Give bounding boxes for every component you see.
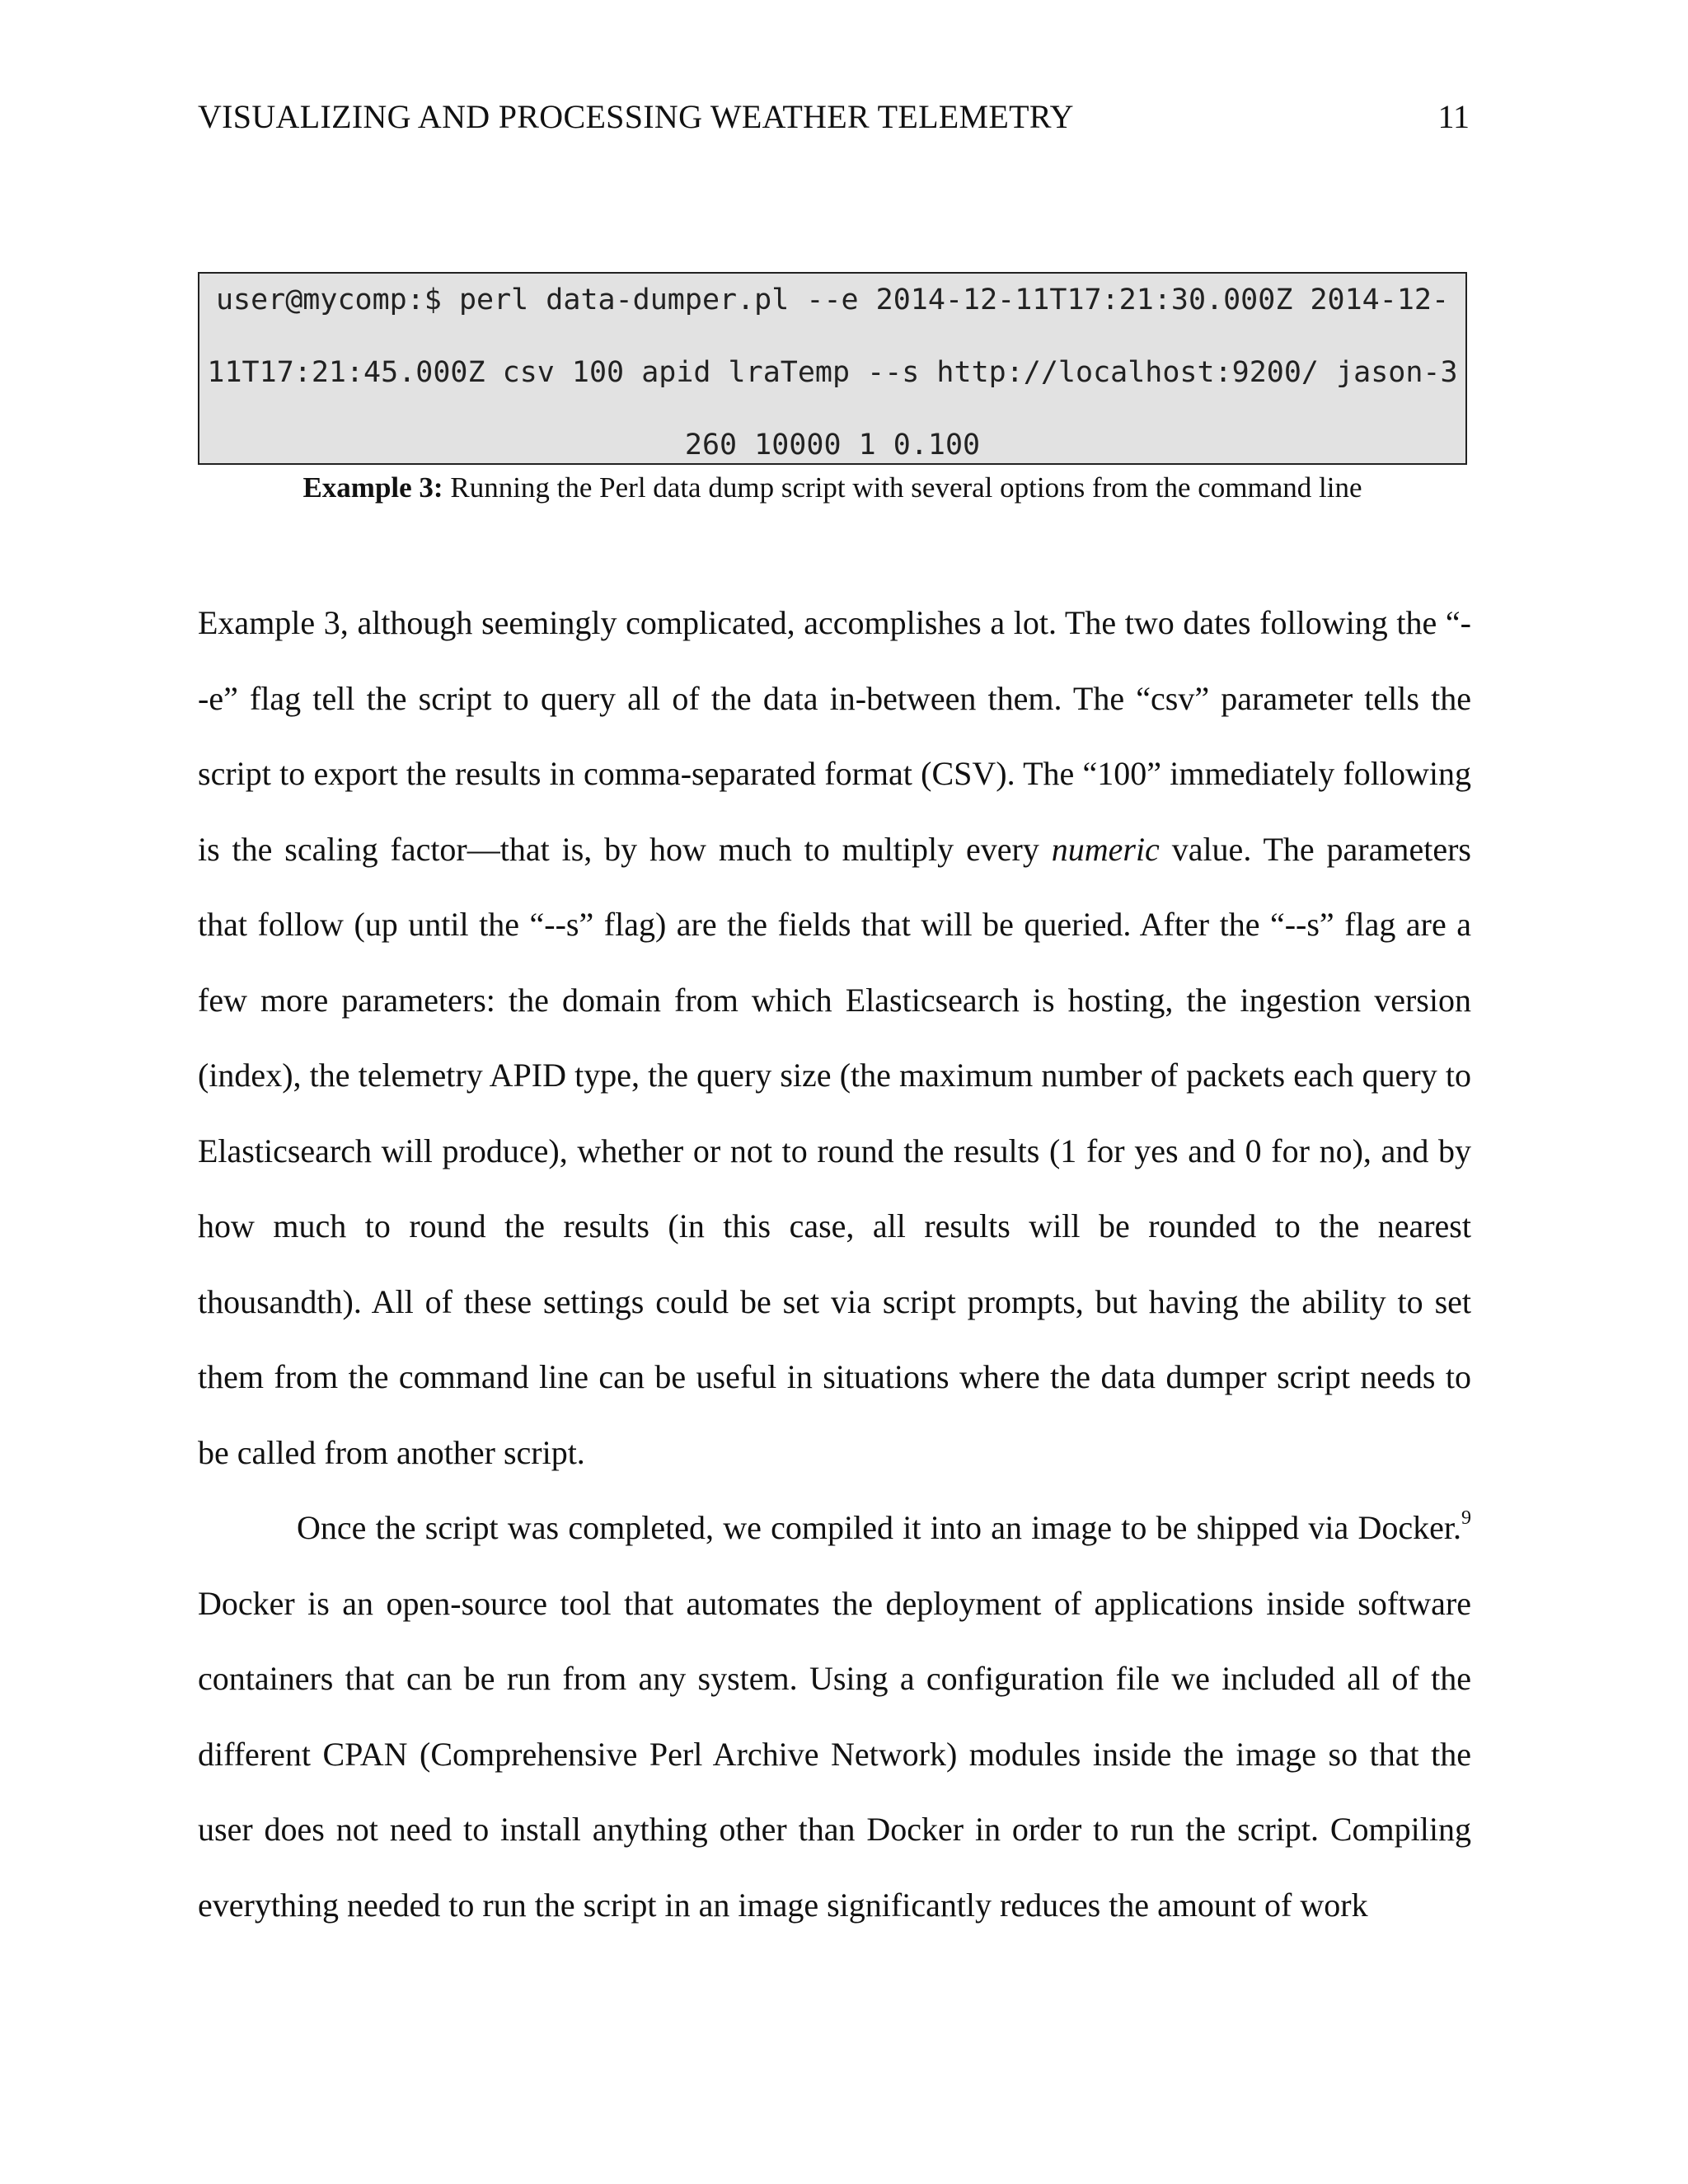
paragraph-text: Docker is an open-source tool that automates the deployment of applications inside software containers that can be run from any system. Using a configuration file we included all of the different CPAN (Comprehensive Perl Archive Network) modules inside the image so that the user does not need to install anything other than Docker in order to run the script. Compiling everything needed to run the script in an image significantly reduces the amount of work <box>198 1584 1471 1924</box>
caption-text: Running the Perl data dump script with several options from the command line <box>443 471 1362 504</box>
body-text <box>198 585 1471 1943</box>
code-example-box <box>198 272 1467 465</box>
paragraph <box>198 585 1471 1490</box>
footnote-marker[interactable]: 9 <box>1461 1507 1471 1529</box>
example-caption <box>198 471 1467 504</box>
code-line: user@mycomp:$ perl data-dumper.pl --e 2014-12-11T17:21:30.000Z 2014-12- <box>215 284 1450 316</box>
paragraph <box>198 1490 1471 1943</box>
running-head-title: VISUALIZING AND PROCESSING WEATHER TELEMETRY <box>198 98 1074 135</box>
code-line: 260 10000 1 0.100 <box>684 429 981 462</box>
paragraph-text: Once the script was completed, we compiled it into an image to be shipped via Docker. <box>297 1509 1461 1546</box>
paragraph-text: value. The parameters that follow (up until the “--s” flag) are the fields that will be queried. After the “--s” flag are a few more parameters: the domain from which Elasticsearch is hosting, the ingestion version (index), the telemetry APID type, the query size (the maximum number of packets each query to Elasticsearch will produce), whether or not to round the results (1 for yes and 0 for no), and by how much to round the results (in this case, all results will be rounded to the nearest thousandth). All of these settings could be set via script prompts, but having the ability to set them from the command line can be useful in situations where the data dumper script needs to be called from another script. <box>198 830 1471 1471</box>
page-number: 11 <box>1437 98 1470 135</box>
emphasis-numeric: numeric <box>1051 830 1160 868</box>
paragraph-text: Example 3, although seemingly complicated, accomplishes a lot. The two dates following the “--e” flag tell the script to query all of the data in-between them. The “csv” parameter tells the script to export the results in comma-separated format (CSV). The “100” immediately following is the scaling factor—that is, by how much to multiply every <box>198 604 1471 868</box>
code-line: 11T17:21:45.000Z csv 100 apid lraTemp --s http://localhost:9200/ jason-3 <box>207 356 1458 389</box>
caption-label: Example 3: <box>302 471 443 504</box>
